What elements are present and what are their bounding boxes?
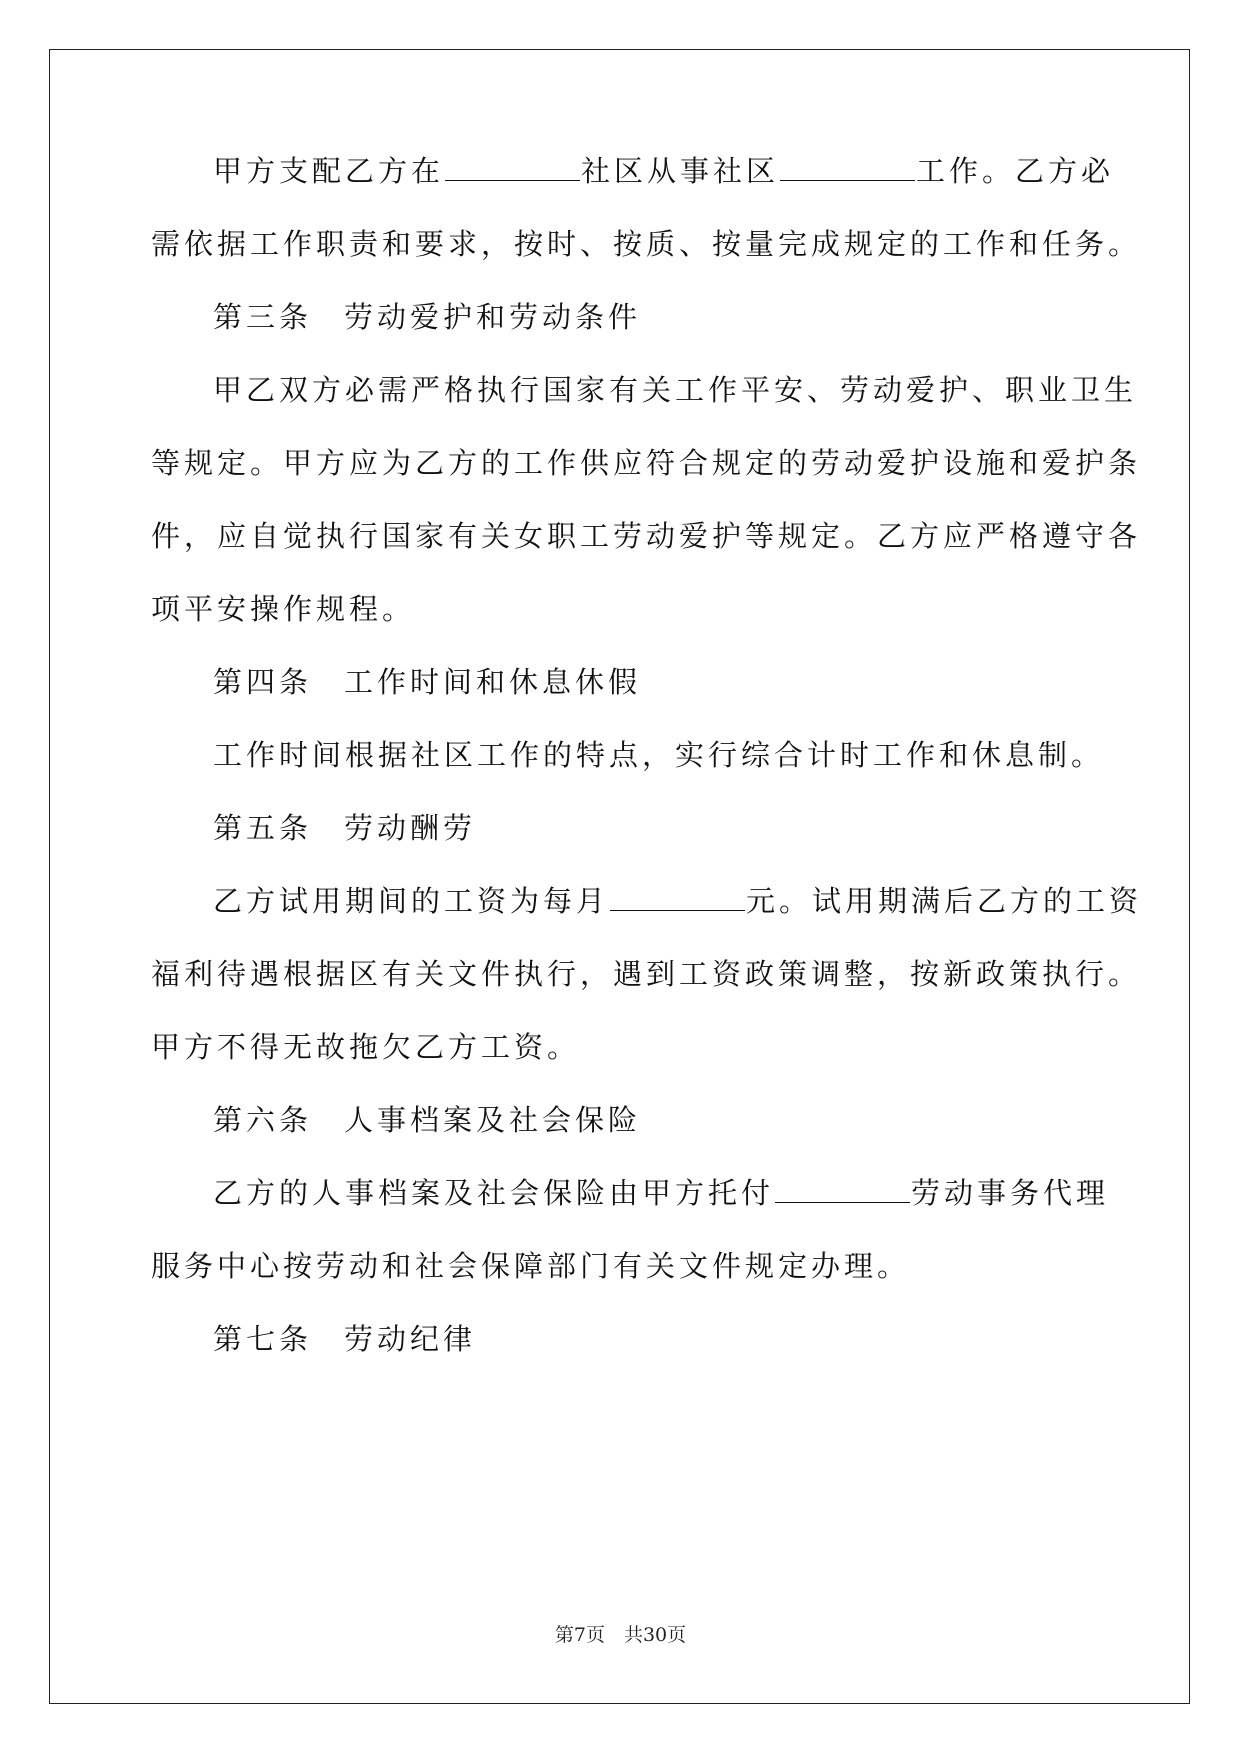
fill-in-blank[interactable] <box>610 884 745 911</box>
paragraph-line: 甲方支配乙方在 社区从事社区 工作。乙方必 <box>213 154 1115 188</box>
fill-in-blank[interactable] <box>780 154 915 181</box>
section-heading: 第七条 劳动纪律 <box>213 1322 477 1356</box>
paragraph-line: 福利待遇根据区有关文件执行，遇到工资政策调整，按新政策执行。 <box>151 957 1142 991</box>
paragraph-line: 甲乙双方必需严格执行国家有关工作平安、劳动爱护、职业卫生 <box>213 373 1138 407</box>
paragraph-line: 项平安操作规程。 <box>151 592 416 626</box>
section-heading: 第四条 工作时间和休息休假 <box>213 665 642 699</box>
section-heading: 第六条 人事档案及社会保险 <box>213 1103 642 1137</box>
paragraph-line: 甲方不得无故拖欠乙方工资。 <box>151 1030 581 1064</box>
fill-in-blank[interactable] <box>445 154 580 181</box>
page-number-footer: 第7页 共30页 <box>554 1624 687 1646</box>
paragraph-line: 需依据工作职责和要求，按时、按质、按量完成规定的工作和任务。 <box>151 227 1142 261</box>
paragraph-line: 工作时间根据社区工作的特点，实行综合计时工作和休息制。 <box>213 738 1105 772</box>
fill-in-blank[interactable] <box>775 1176 910 1203</box>
paragraph-line: 服务中心按劳动和社会保障部门有关文件规定办理。 <box>151 1249 911 1283</box>
paragraph-line: 等规定。甲方应为乙方的工作供应符合规定的劳动爱护设施和爱护条 <box>151 446 1142 480</box>
paragraph-line: 乙方试用期间的工资为每月 元。试用期满后乙方的工资 <box>213 884 1143 918</box>
paragraph-line: 件，应自觉执行国家有关女职工劳动爱护等规定。乙方应严格遵守各 <box>151 519 1142 553</box>
section-heading: 第五条 劳动酬劳 <box>213 811 477 845</box>
paragraph-line: 乙方的人事档案及社会保险由甲方托付 劳动事务代理 <box>213 1176 1110 1210</box>
section-heading: 第三条 劳动爱护和劳动条件 <box>213 300 642 334</box>
